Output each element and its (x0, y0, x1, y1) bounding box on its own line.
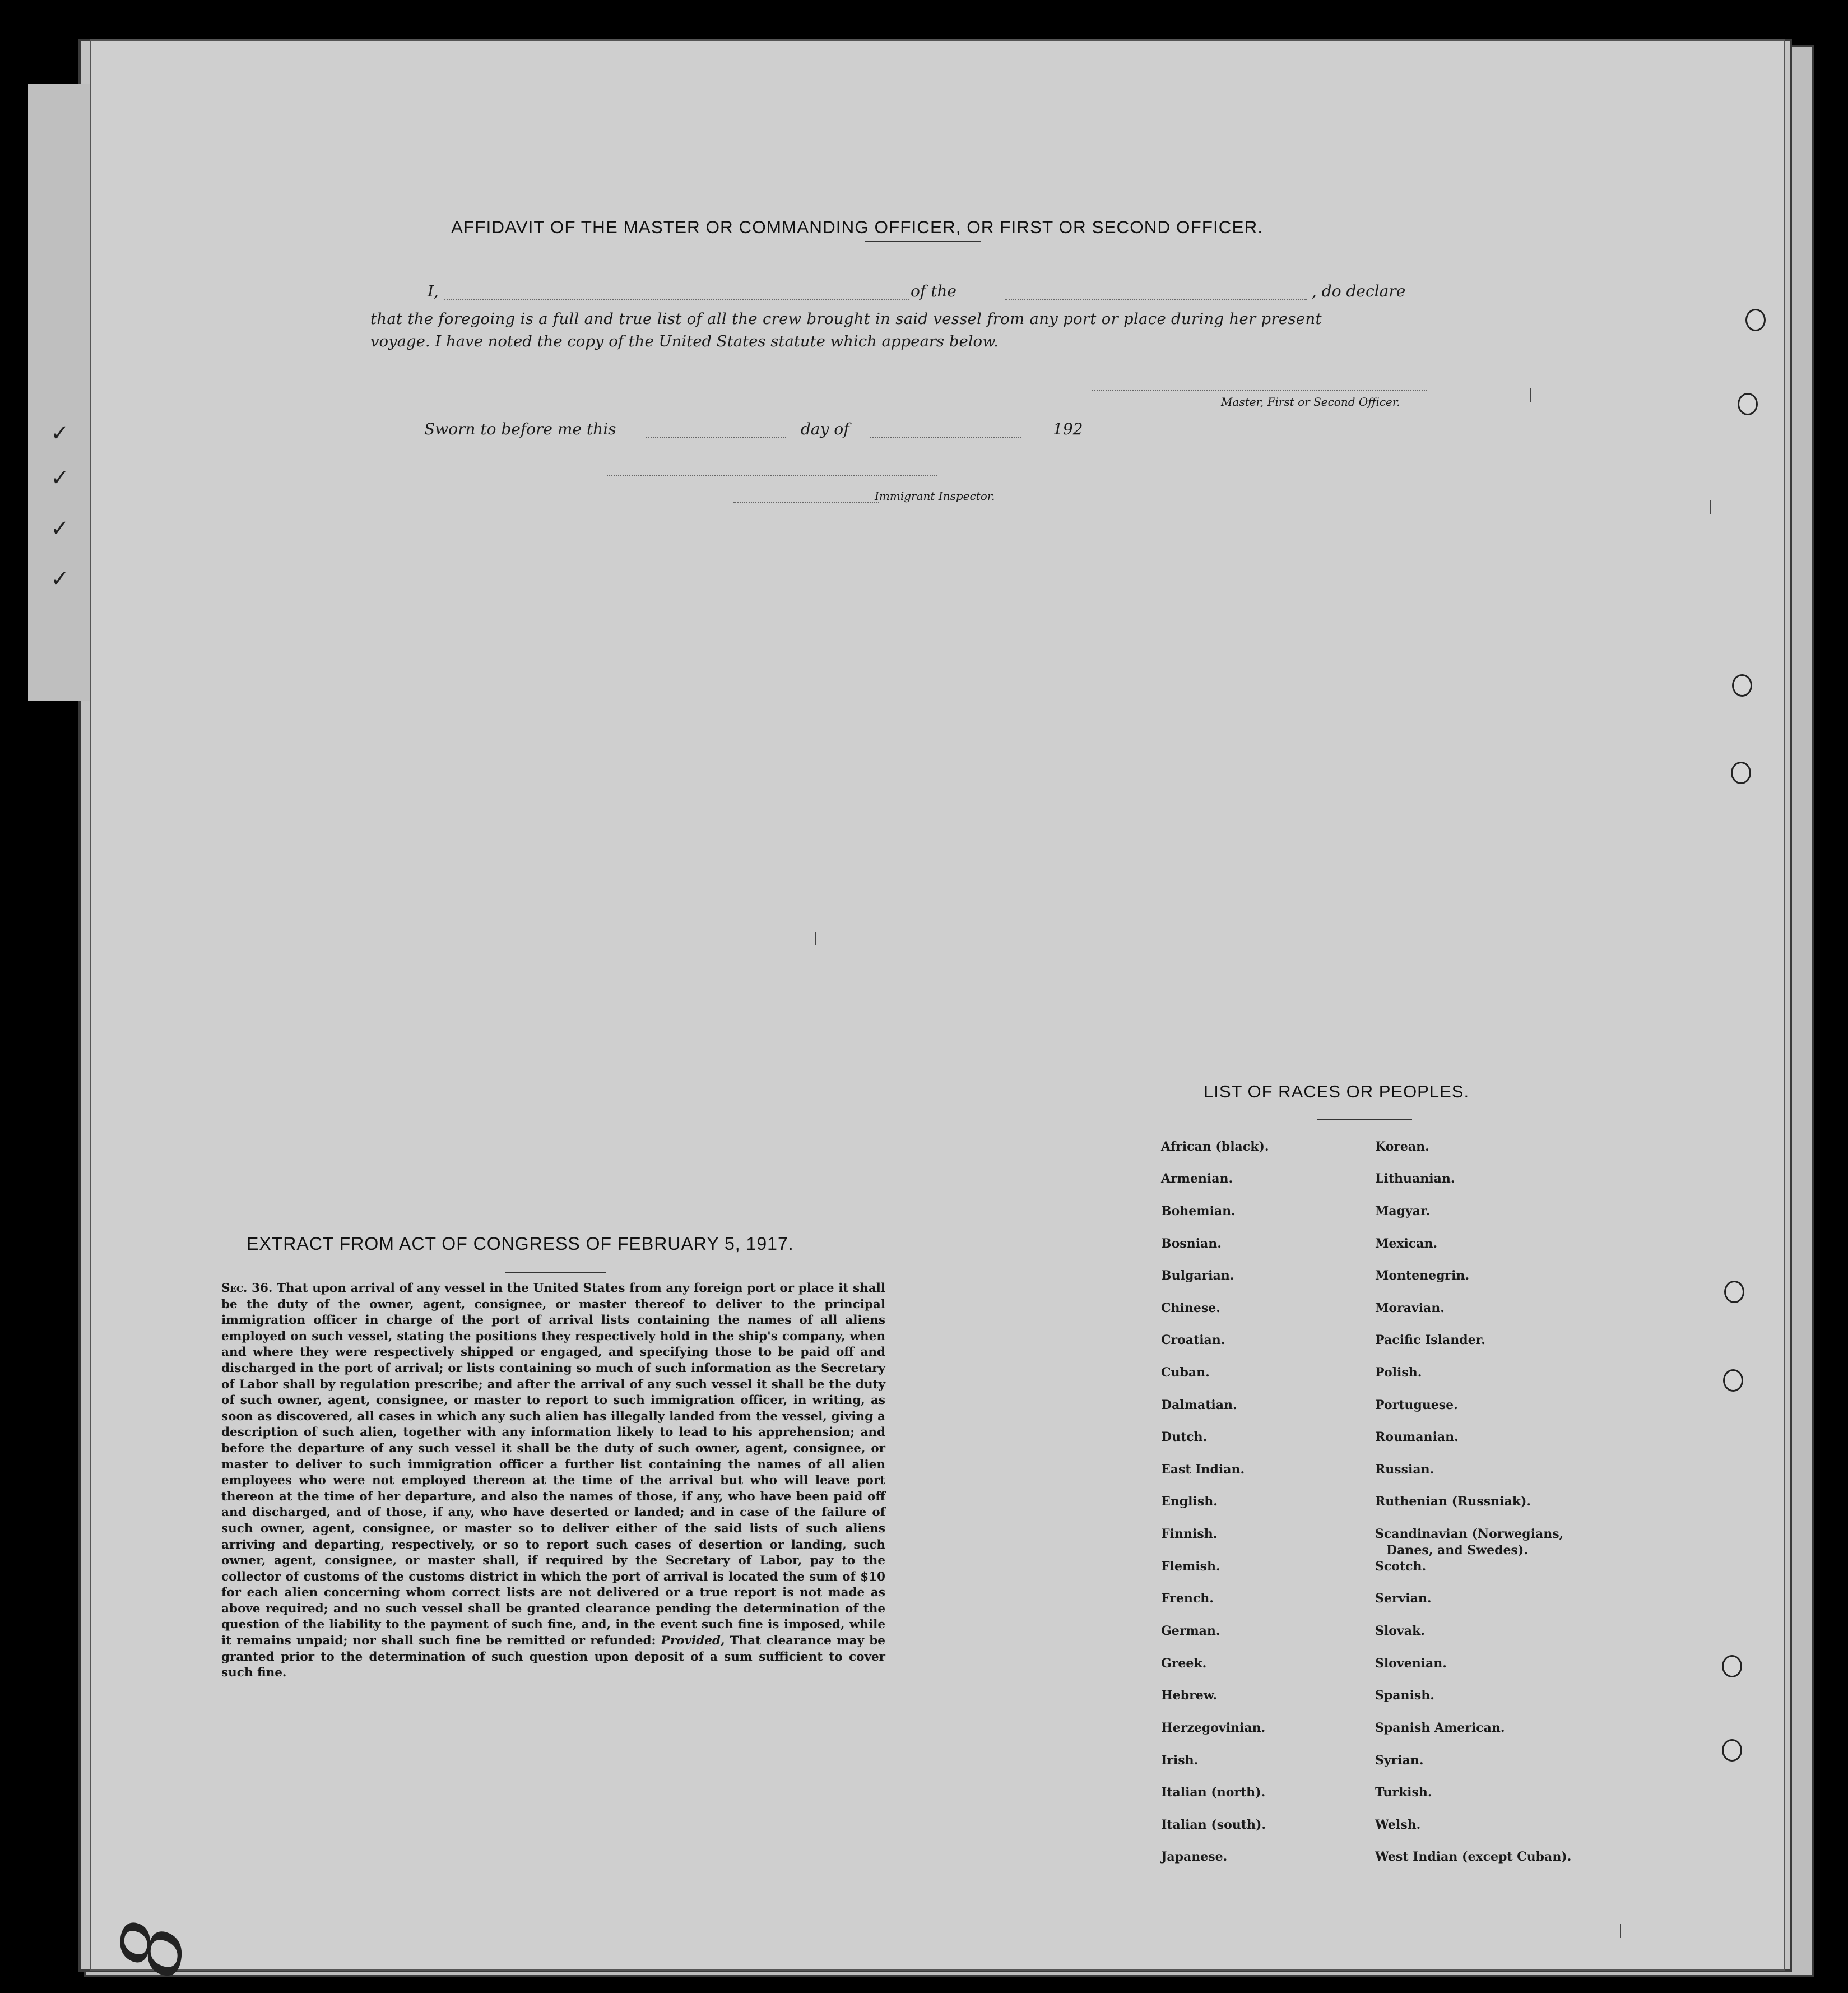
race-item: Herzegovinian. (1161, 1721, 1266, 1735)
race-item: Montenegrin. (1375, 1268, 1470, 1283)
race-item: Scotch. (1375, 1559, 1427, 1574)
left-page-edge (28, 84, 92, 701)
race-item: Turkish. (1375, 1785, 1432, 1800)
extract-title: EXTRACT FROM ACT OF CONGRESS OF FEBRUARY 5, 1917. (247, 1234, 794, 1254)
race-item-continuation: Danes, and Swedes). (1386, 1543, 1528, 1558)
punch-hole-icon (1732, 674, 1752, 697)
race-item: Polish. (1375, 1365, 1422, 1380)
race-item: Bosnian. (1161, 1236, 1222, 1251)
races-underline (1317, 1119, 1412, 1120)
statute-body: That upon arrival of any vessel in the United States from any foreign port or place it shall be the duty of the owner, agent, consignee, or master thereof to deliver to the principal immigration officer in charge of the port of arrival lists containing the names of all aliens employed on such vessel, stating the positions they respectively hold in the ship's company, when and where they were respectively shipped or engaged, and specifying those to be paid off and discharged in the port of arrival; or lists containing so much of such information as the Secretary of Labor shall by regulation prescribe; and after the arrival of any such vessel it shall be the duty of such owner, agent, consignee, or master to report to such immigration officer, in writing, as soon as discovered, all cases in which any such alien has illegally landed from the vessel, giving a description of such alien, together with any information likely to lead to his apprehension; and before the departure of any such vessel it shall be the duty of such owner, agent, consignee, or master to deliver to such immigration officer a further list containing the names of all alien employees who were not employed thereon at the time of the arrival but who will leave port thereon at the time of her departure, and also the names of those, if any, who have been paid off and discharged, and of those, if any, who have deserted or landed; and in case of the failure of such owner, agent, consignee, or master so to deliver either of the said lists of such aliens arriving and departing, respectively, or so to report such cases of desertion or landing, such owner, agent, consignee, or master shall, if required by the Secretary of Labor, pay to the collector of customs of the customs district in which the port of arrival is located the sum of $10 for each alien concerning whom correct lists are not delivered or a true report is not made as above required; and no such vessel shall be granted clearance pending the determination of the question of the liability to the payment of such fine, and, in the event such fine is imposed, while it remains unpaid; nor shall such fine be remitted or refunded: (221, 1281, 885, 1648)
vessel-blank[interactable] (1005, 299, 1307, 300)
race-item: Cuban. (1161, 1365, 1210, 1380)
race-item: Croatian. (1161, 1333, 1225, 1347)
race-item: English. (1161, 1494, 1218, 1509)
race-item: Scandinavian (Norwegians, (1375, 1527, 1564, 1541)
punch-hole-icon (1724, 1281, 1744, 1303)
sworn-month-blank[interactable] (870, 437, 1021, 438)
race-item: Pacific Islander. (1375, 1333, 1485, 1347)
signature-label: Master, First or Second Officer. (1221, 395, 1400, 409)
sworn-prefix: Sworn to before me this (424, 420, 616, 438)
race-item: Finnish. (1161, 1527, 1218, 1541)
race-item: Dutch. (1161, 1430, 1208, 1444)
section-label: Sec. 36. (221, 1281, 273, 1295)
race-item: Italian (north). (1161, 1785, 1266, 1800)
inspector-signature-blank[interactable] (733, 502, 879, 503)
race-item: French. (1161, 1591, 1214, 1606)
race-item: Mexican. (1375, 1236, 1438, 1251)
race-item: Slovenian. (1375, 1656, 1447, 1671)
punch-hole-icon (1738, 393, 1758, 415)
race-item: Chinese. (1161, 1301, 1220, 1315)
affidavit-line1-mid: of the (911, 282, 956, 300)
race-item: Welsh. (1375, 1818, 1421, 1832)
sworn-year: 192 (1053, 420, 1083, 438)
race-item: Korean. (1375, 1139, 1429, 1154)
provided-word: Provided, (661, 1634, 725, 1648)
race-item: Slovak. (1375, 1624, 1425, 1638)
title-underline (865, 241, 981, 242)
check-mark-icon: ✓ (50, 465, 69, 491)
punch-hole-icon (1722, 1739, 1742, 1762)
check-mark-icon: ✓ (50, 516, 69, 541)
sworn-day-label: day of (801, 420, 849, 438)
race-item: East Indian. (1161, 1462, 1245, 1477)
race-item: Spanish. (1375, 1688, 1434, 1703)
race-item: Ruthenian (Russniak). (1375, 1494, 1531, 1509)
check-mark-icon: ✓ (50, 420, 69, 446)
race-item: Armenian. (1161, 1171, 1233, 1186)
affidavit-line3: voyage. I have noted the copy of the United States statute which appears below. (370, 332, 999, 350)
affidavit-line2: that the foregoing is a full and true list of all the crew brought in said vessel from any port or place during her present (370, 310, 1322, 328)
race-item: Portuguese. (1375, 1398, 1458, 1412)
race-item: Lithuanian. (1375, 1171, 1455, 1186)
race-item: Japanese. (1161, 1850, 1228, 1864)
race-item: West Indian (except Cuban). (1375, 1850, 1572, 1864)
race-item: African (black). (1161, 1139, 1269, 1154)
race-item: Dalmatian. (1161, 1398, 1237, 1412)
statute-end: That clearance may be granted prior to the determination of such question upon deposit of a sum sufficient to cover such fine. (221, 1634, 885, 1680)
affidavit-title: AFFIDAVIT OF THE MASTER OR COMMANDING OFFICER, OR FIRST OR SECOND OFFICER. (451, 217, 1263, 237)
statute-text (221, 1281, 885, 1681)
punch-hole-icon (1722, 1655, 1742, 1677)
race-item: Irish. (1161, 1753, 1199, 1768)
inspector-blank[interactable] (607, 475, 937, 476)
race-item: Russian. (1375, 1462, 1434, 1477)
affidavit-line1-start: I, (428, 282, 439, 300)
extract-underline (505, 1272, 606, 1273)
name-blank[interactable] (444, 299, 909, 300)
race-item: Syrian. (1375, 1753, 1424, 1768)
race-item: Italian (south). (1161, 1818, 1266, 1832)
race-item: Roumanian. (1375, 1430, 1459, 1444)
sworn-day-blank[interactable] (646, 437, 786, 438)
affidavit-line1-end: , do declare (1312, 282, 1406, 300)
margin-mark (815, 932, 816, 945)
margin-mark (1530, 388, 1531, 402)
race-item: German. (1161, 1624, 1220, 1638)
race-item: Bohemian. (1161, 1204, 1236, 1218)
inspector-label: Immigrant Inspector. (875, 489, 995, 503)
margin-mark (1710, 500, 1711, 514)
race-item: Greek. (1161, 1656, 1207, 1671)
race-item: Moravian. (1375, 1301, 1445, 1315)
punch-hole-icon (1731, 762, 1751, 784)
race-item: Hebrew. (1161, 1688, 1218, 1703)
race-item: Magyar. (1375, 1204, 1431, 1218)
race-item: Flemish. (1161, 1559, 1220, 1574)
handwritten-page-number: 8 (100, 1913, 206, 1984)
race-item: Servian. (1375, 1591, 1432, 1606)
check-mark-icon: ✓ (50, 566, 69, 592)
race-item: Bulgarian. (1161, 1268, 1234, 1283)
punch-hole-icon (1745, 309, 1766, 331)
margin-mark (1620, 1924, 1621, 1938)
race-item: Spanish American. (1375, 1721, 1505, 1735)
signature-blank[interactable] (1092, 390, 1427, 391)
punch-hole-icon (1723, 1369, 1743, 1392)
races-title: LIST OF RACES OR PEOPLES. (1204, 1082, 1470, 1101)
